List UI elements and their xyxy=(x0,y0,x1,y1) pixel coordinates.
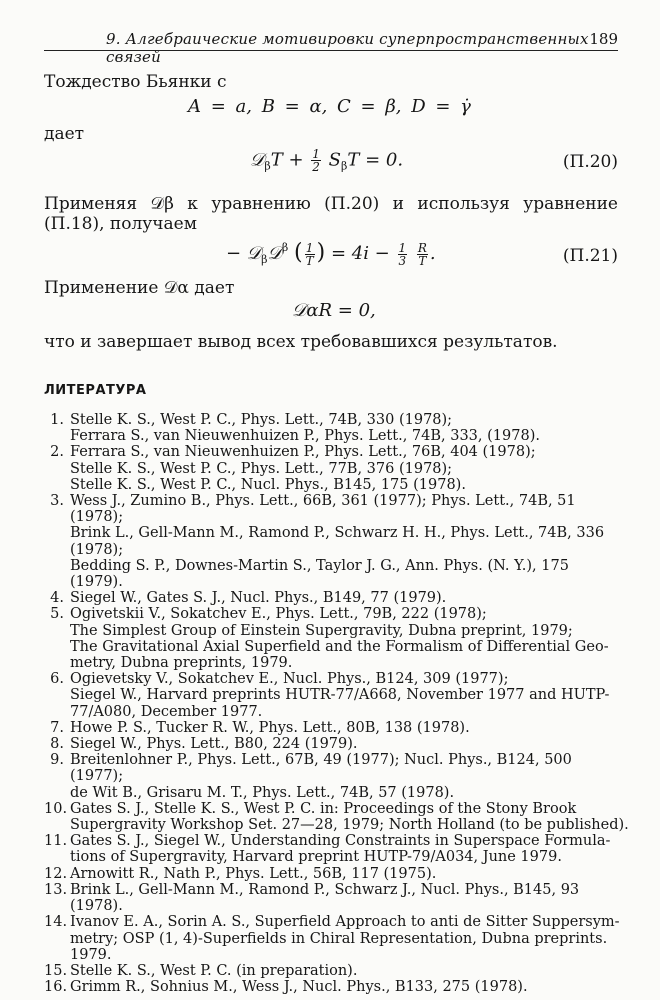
reference-item xyxy=(44,752,618,801)
literature-heading: ЛИТЕРАТУРА xyxy=(44,383,147,398)
reference-number: 8. xyxy=(50,736,64,753)
reference-line: Stelle K. S., West P. C., Nucl. Phys., B145, 175 (1978). xyxy=(70,476,466,493)
reference-line: metry, Dubna preprints, 1979. xyxy=(70,655,293,672)
reference-line: (1978); xyxy=(70,509,124,526)
reference-number: 13. xyxy=(44,881,68,898)
reference-line: Ogivetskii V., Sokatchev E., Phys. Lett., 79B, 222 (1978); xyxy=(70,606,487,623)
reference-item xyxy=(44,882,618,914)
reference-line: (1979). xyxy=(70,574,123,591)
reference-number: 12. xyxy=(44,865,68,882)
reference-number: 10. xyxy=(44,800,68,817)
reference-item xyxy=(44,412,618,444)
reference-number: 16. xyxy=(44,979,68,996)
reference-line: Stelle K. S., West P. C., Phys. Lett., 74B, 330 (1978); xyxy=(70,412,453,428)
reference-item xyxy=(44,800,629,834)
reference-line: The Gravitational Axial Superfield and the Formalism of Differential Geo- xyxy=(70,638,609,655)
reference-line: Supergravity Workshop Set. 27—28, 1979; North Holland (to be published). xyxy=(70,817,629,834)
reference-line: Siegel W., Harvard preprints HUTR-77/A668, November 1977 and HUTP- xyxy=(70,687,610,704)
reference-item xyxy=(44,493,618,590)
reference-number: 1. xyxy=(50,412,64,428)
reference-line: (1978); xyxy=(70,541,124,558)
reference-line: (1978). xyxy=(70,898,123,915)
equation-label-p20: (П.20) xyxy=(562,152,618,172)
reference-item xyxy=(44,671,618,720)
reference-line: Gates S. J., Stelle K. S., West P. C. in: Proceedings of the Stony Brook xyxy=(70,800,577,817)
reference-number: 4. xyxy=(50,590,64,607)
reference-line: The Simplest Group of Einstein Supergravity, Dubna preprint, 1979; xyxy=(70,622,573,639)
text-application: Применение 𝒟α дает xyxy=(44,278,235,298)
reference-line: Stelle K. S., West P. C., Phys. Lett., 77B, 376 (1978); xyxy=(70,460,453,477)
reference-line: Ivanov E. A., Sorin A. S., Superfield Approach to anti de Sitter Suppersym- xyxy=(70,914,620,931)
equation-label-p21: (П.21) xyxy=(562,246,618,266)
reference-item xyxy=(44,590,618,606)
reference-line: de Wit B., Grisaru M. T., Phys. Lett., 74B, 57 (1978). xyxy=(70,784,455,801)
reference-number: 11. xyxy=(44,833,68,850)
reference-number: 15. xyxy=(44,962,68,979)
reference-line: Stelle K. S., West P. C. (in preparation). xyxy=(70,962,358,979)
text-conclusion: что и завершает вывод всех требовавшихся результатов. xyxy=(44,332,558,352)
reference-line: Brink L., Gell-Mann M., Ramond P., Schwarz H. H., Phys. Lett., 74B, 336 xyxy=(70,525,605,542)
page-number: 189 xyxy=(589,30,618,48)
reference-line: Ferrara S., van Nieuwenhuizen P., Phys. Lett., 74B, 333, (1978). xyxy=(70,428,540,445)
text-bianchi-identity: Тождество Бьянки с xyxy=(44,72,227,92)
chapter-title: 9. Алгебраические мотивировки суперпространственных связей xyxy=(106,30,589,66)
fraction-half: $\frac{1}{2}$ xyxy=(312,147,320,174)
equation-p20: 𝒟$_\beta$T + $\frac{1}{2}$ $S_\beta T = 0$. xyxy=(250,147,404,174)
equation-p21: − 𝒟$_\beta$𝒟$^\beta$ ( $\frac{1}{T}$ ) = 4i − $\frac{1}{3}$ $\frac{R}{T}$ . xyxy=(226,240,436,268)
reference-item xyxy=(44,833,618,865)
reference-number: 6. xyxy=(50,671,64,688)
reference-item xyxy=(44,736,618,752)
reference-item xyxy=(44,914,618,963)
running-header xyxy=(44,28,618,66)
text-apply-line1: Применяя 𝒟β к уравнению (П.20) и используя уравнение xyxy=(44,194,618,214)
reference-number: 7. xyxy=(50,719,64,736)
reference-line: 77/A080, December 1977. xyxy=(70,703,263,720)
reference-line: Grimm R., Sohnius M., Wess J., Nucl. Phys., B133, 275 (1978). xyxy=(70,979,528,996)
reference-item xyxy=(44,866,618,882)
reference-line: tions of Supergravity, Harvard preprint HUTP-79/A034, June 1979. xyxy=(70,849,562,866)
reference-item xyxy=(44,720,618,736)
reference-line: Ogievetsky V., Sokatchev E., Nucl. Phys., B124, 309 (1977); xyxy=(70,671,509,688)
reference-line: Arnowitt R., Nath P., Phys. Lett., 56B, 117 (1975). xyxy=(70,865,437,882)
references-list xyxy=(44,412,629,996)
reference-item xyxy=(44,963,618,979)
reference-number: 14. xyxy=(44,914,68,931)
reference-line: 1979. xyxy=(70,946,112,963)
text-apply-line2: (П.18), получаем xyxy=(44,214,197,234)
reference-line: metry; OSP (1, 4)-Superfields in Chiral Representation, Dubna preprints. xyxy=(70,930,608,947)
text-gives: дает xyxy=(44,124,85,144)
reference-number: 2. xyxy=(50,444,64,461)
reference-line: Breitenlohner P., Phys. Lett., 67B, 49 (1977); Nucl. Phys., B124, 500 xyxy=(70,752,572,769)
assignments-formula: A = a, B = α, C = β, D = γ̇ xyxy=(188,96,471,117)
reference-line: Siegel W., Gates S. J., Nucl. Phys., B149, 77 (1979). xyxy=(70,590,447,607)
reference-line: Ferrara S., van Nieuwenhuizen P., Phys. Lett., 76B, 404 (1978); xyxy=(70,444,536,461)
reference-item xyxy=(44,606,618,671)
reference-line: Brink L., Gell-Mann M., Ramond P., Schwarz J., Nucl. Phys., B145, 93 xyxy=(70,881,580,898)
reference-line: (1977); xyxy=(70,768,124,785)
reference-number: 3. xyxy=(50,493,64,510)
reference-line: Howe P. S., Tucker R. W., Phys. Lett., 80B, 138 (1978). xyxy=(70,719,470,736)
reference-number: 5. xyxy=(50,606,64,623)
reference-item xyxy=(44,444,618,493)
reference-line: Gates S. J., Siegel W., Understanding Constraints in Superspace Formula- xyxy=(70,833,611,850)
reference-number: 9. xyxy=(50,752,64,769)
equation-final: 𝒟αR = 0, xyxy=(292,300,376,321)
reference-item xyxy=(44,979,618,995)
reference-line: Bedding S. P., Downes-Martin S., Taylor J. G., Ann. Phys. (N. Y.), 175 xyxy=(70,557,569,574)
reference-line: Wess J., Zumino B., Phys. Lett., 66B, 361 (1977); Phys. Lett., 74B, 51 xyxy=(70,493,576,510)
reference-line: Siegel W., Phys. Lett., B80, 224 (1979). xyxy=(70,736,358,753)
